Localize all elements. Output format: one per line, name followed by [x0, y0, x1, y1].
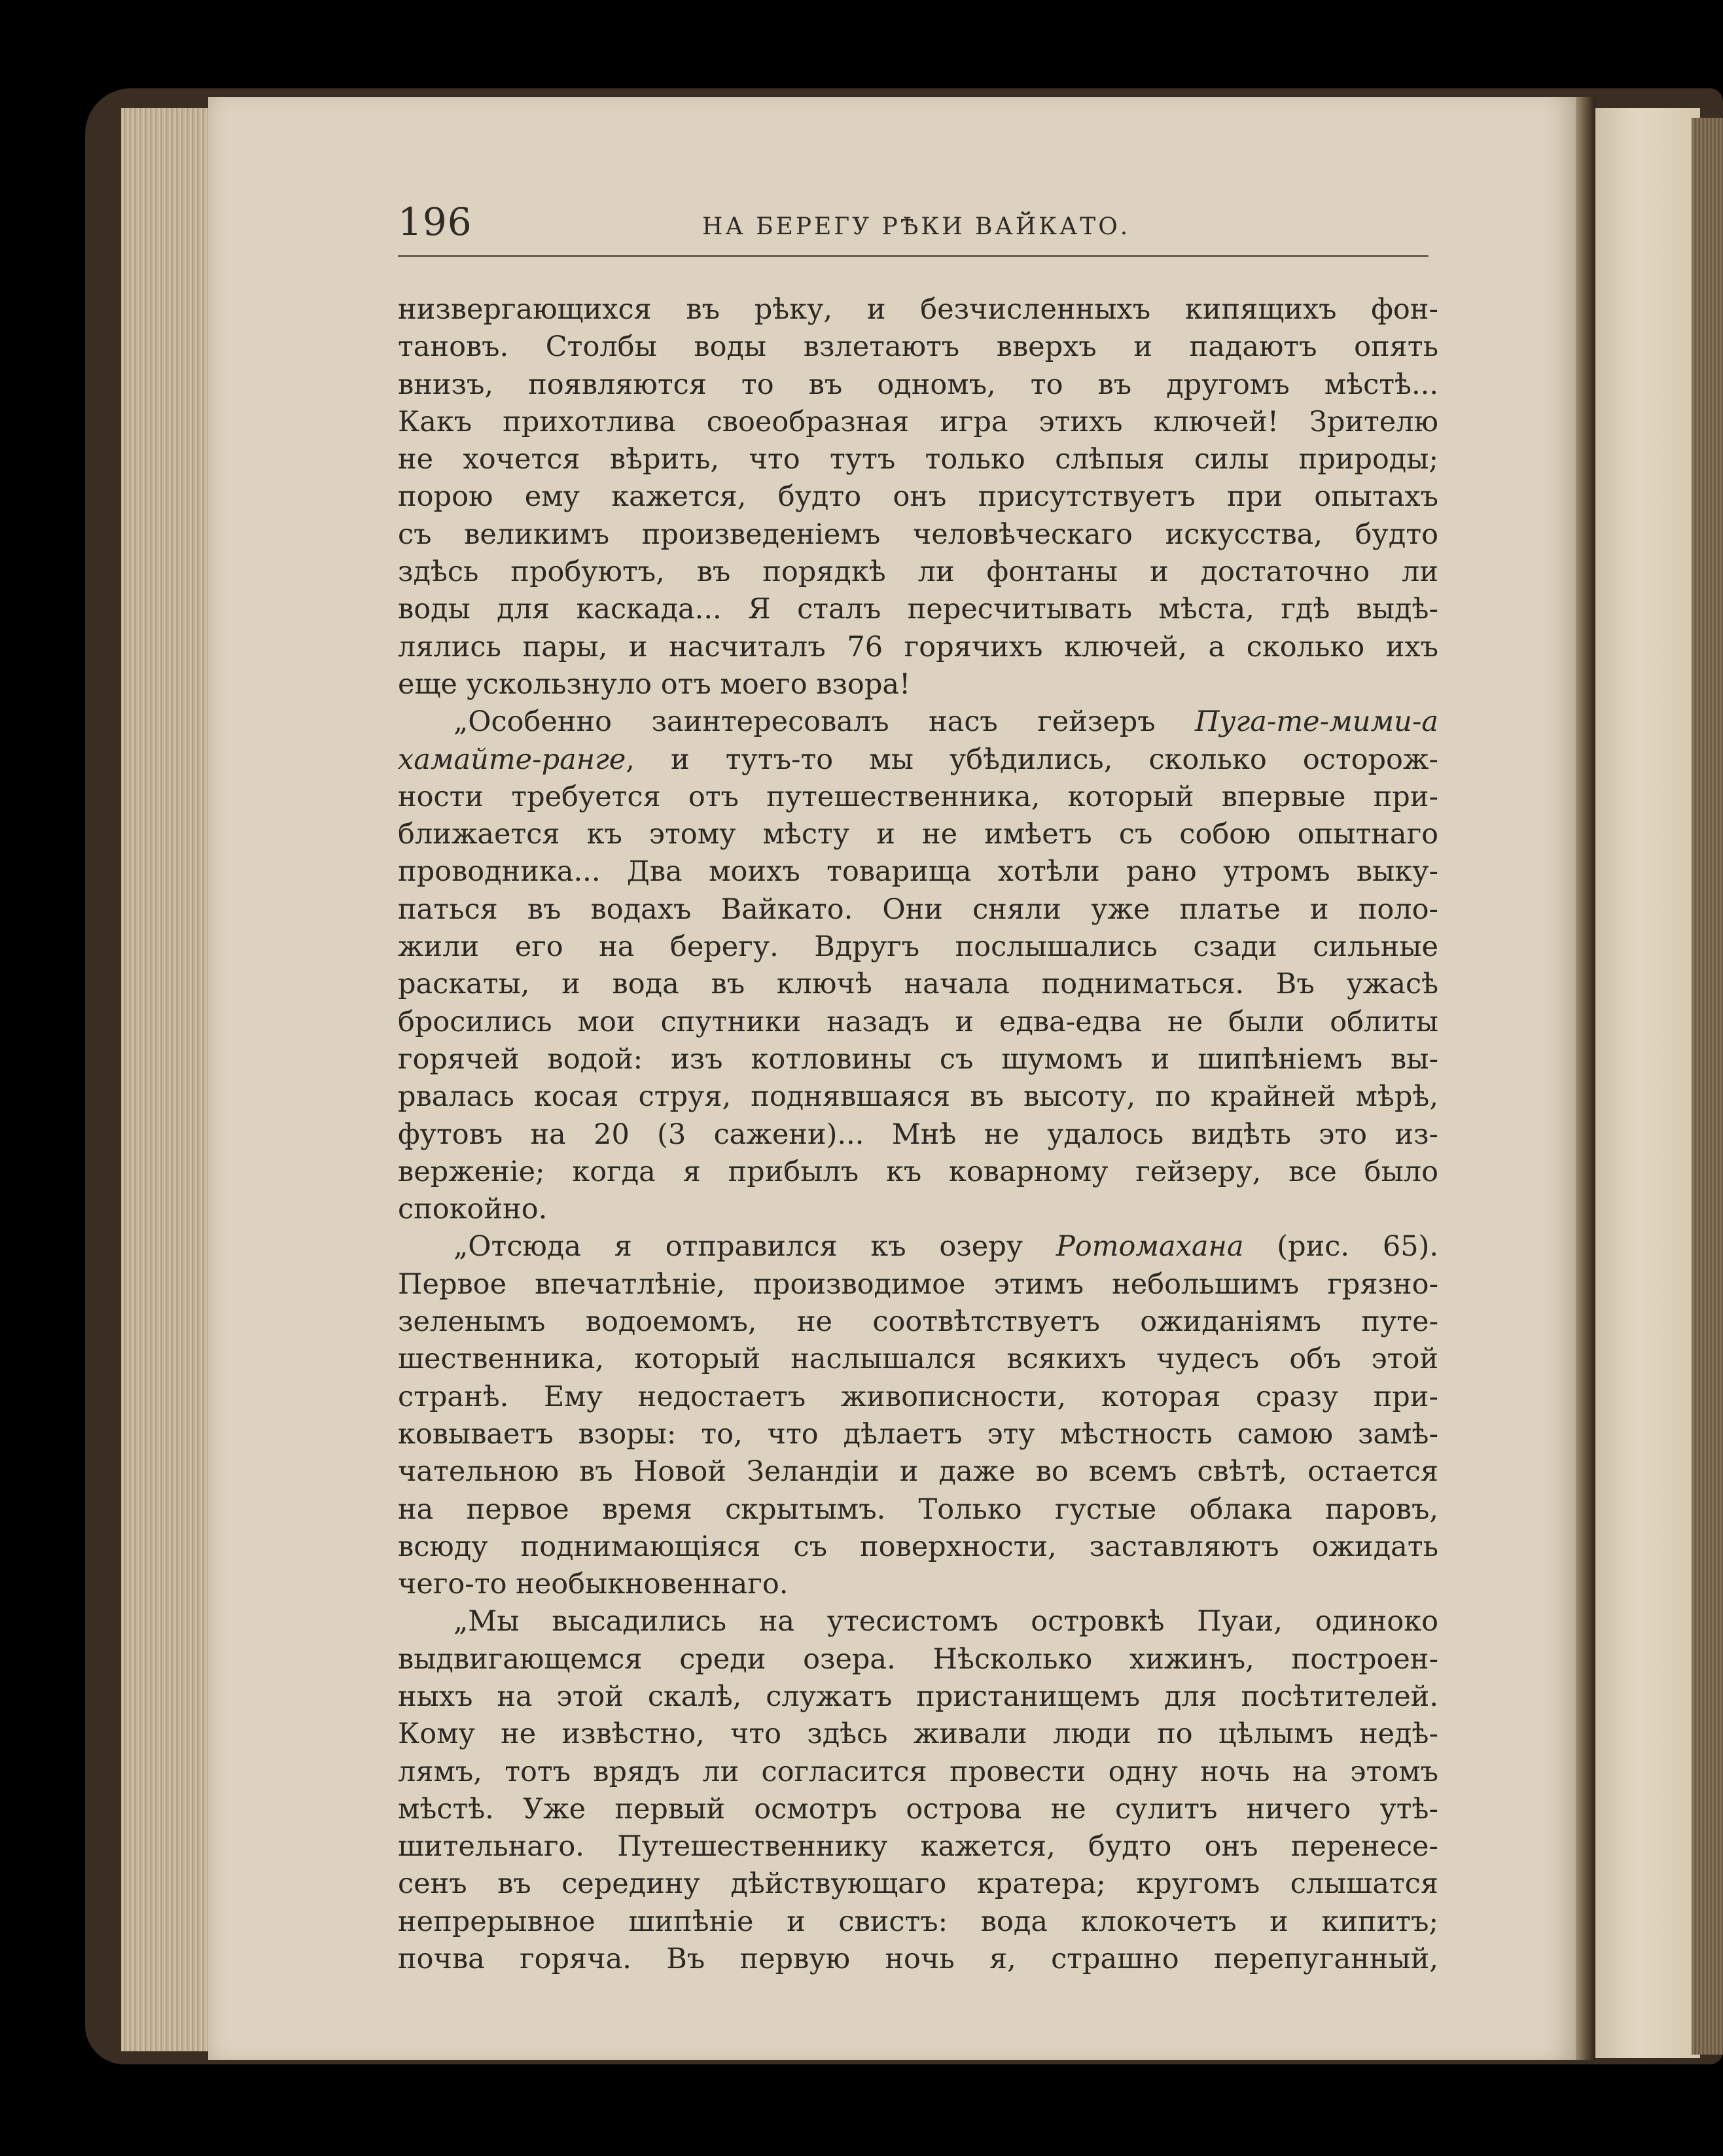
text-line: почва горяча. Въ первую ночь я, страшно перепуганный, — [398, 1943, 1438, 1976]
text-line: сенъ въ середину дѣйствующаго кратера; кругомъ слышатся — [398, 1867, 1438, 1901]
text-line: Первое впечатлѣніе, производимое этимъ небольшимъ грязно- — [398, 1267, 1438, 1301]
text-line: „Особенно заинтересовалъ насъ гейзеръ Пуга-те-мими-а — [453, 705, 1438, 739]
text-line: тановъ. Столбы воды взлетаютъ вверхъ и падаютъ опять — [398, 330, 1438, 364]
text-line: ныхъ на этой скалѣ, служатъ пристанищемъ для посѣтителей. — [398, 1680, 1438, 1713]
text-line: зеленымъ водоемомъ, не соотвѣтствуетъ ожиданіямъ путе- — [398, 1305, 1438, 1339]
text-line: странѣ. Ему недостаетъ живописности, которая сразу при- — [398, 1380, 1438, 1413]
text-line: еще ускользнуло отъ моего взора! — [398, 667, 911, 701]
text-line: ковываетъ взоры: то, что дѣлаетъ эту мѣстность самою замѣ- — [398, 1417, 1438, 1451]
text-line: ности требуется отъ путешественника, который впервые при- — [398, 780, 1438, 813]
text-line: Какъ прихотлива своеобразная игра этихъ ключей! Зрителю — [398, 405, 1438, 438]
running-header — [398, 196, 1429, 257]
text-line: съ великимъ произведеніемъ человѣческаго искусства, будто — [398, 518, 1438, 551]
text-line: футовъ на 20 (3 сажени)... Мнѣ не удалось видѣть это из- — [398, 1118, 1438, 1151]
text-line: непрерывное шипѣніе и свистъ: вода клокочетъ и кипитъ; — [398, 1905, 1438, 1938]
text-line: шественника, который наслышался всякихъ чудесъ объ этой — [398, 1343, 1438, 1376]
text-line: чательною въ Новой Зеландіи и даже во всемъ свѣтѣ, остается — [398, 1455, 1438, 1489]
text-line: внизъ, появляются то въ одномъ, то въ другомъ мѣстѣ... — [398, 368, 1438, 401]
text-line: рвалась косая струя, поднявшаяся въ высоту, по крайней мѣрѣ, — [398, 1080, 1438, 1114]
text-line: ближается къ этому мѣсту и не имѣетъ съ собою опытнаго — [398, 818, 1438, 851]
text-line: на первое время скрытымъ. Только густые облака паровъ, — [398, 1493, 1438, 1526]
page-number: 196 — [398, 200, 472, 244]
text-line: спокойно. — [398, 1193, 548, 1226]
text-line: низвергающихся въ рѣку, и безчисленныхъ кипящихъ фон- — [398, 293, 1438, 326]
text-line: шительнаго. Путешественнику кажется, будто онъ перенесе- — [398, 1830, 1438, 1864]
text-line: порою ему кажется, будто онъ присутствуетъ при опытахъ — [398, 480, 1438, 514]
text-line: паться въ водахъ Вайкато. Они сняли уже платье и поло- — [398, 892, 1438, 926]
book-gutter — [1576, 97, 1595, 2060]
text-line: воды для каскада... Я сталъ пересчитывать мѣста, гдѣ выдѣ- — [398, 593, 1438, 626]
text-line: мѣстѣ. Уже первый осмотръ острова не сулитъ ничего утѣ- — [398, 1792, 1438, 1826]
text-line: „Мы высадились на утесистомъ островкѣ Пуаи, одиноко — [453, 1605, 1438, 1638]
text-line: выдвигающемся среди озера. Нѣсколько хижинъ, построен- — [398, 1642, 1438, 1676]
text-line: верженіе; когда я прибылъ къ коварному гейзеру, все было — [398, 1155, 1438, 1188]
text-line: горячей водой: изъ котловины съ шумомъ и шипѣніемъ вы- — [398, 1042, 1438, 1076]
text-line: „Отсюда я отправился къ озеру Ротомахана (рис. 65). — [453, 1230, 1438, 1264]
text-line: проводника... Два моихъ товарища хотѣли рано утромъ выку- — [398, 855, 1438, 889]
text-line: жили его на берегу. Вдругъ послышались сзади сильные — [398, 930, 1438, 964]
text-line: лялись пары, и насчиталъ 76 горячихъ ключей, а сколько ихъ — [398, 630, 1438, 663]
body-text — [398, 291, 1438, 1978]
text-line: хамайте-ранге, и тутъ-то мы убѣдились, сколько осторож- — [398, 743, 1438, 776]
page-edges-left — [121, 108, 209, 2051]
text-line: не хочется вѣрить, что тутъ только слѣпыя силы природы; — [398, 443, 1438, 476]
text-line: раскаты, и вода въ ключѣ начала подниматься. Въ ужасѣ — [398, 968, 1438, 1001]
text-line: бросились мои спутники назадъ и едва-едва не были облиты — [398, 1005, 1438, 1038]
running-title: НА БЕРЕГУ РѢКИ ВАЙКАТО. — [702, 213, 1131, 240]
page-edges-right — [1692, 118, 1723, 2055]
facing-page-edge — [1595, 108, 1700, 2058]
text-line: лямъ, тотъ врядъ ли согласится провести одну ночь на этомъ — [398, 1755, 1438, 1788]
text-line: здѣсь пробуютъ, въ порядкѣ ли фонтаны и достаточно ли — [398, 556, 1438, 589]
text-line: Кому не извѣстно, что здѣсь живали люди по цѣлымъ недѣ- — [398, 1718, 1438, 1751]
text-line: чего-то необыкновеннаго. — [398, 1568, 789, 1601]
text-line: всюду поднимающіяся съ поверхности, заставляютъ ожидать — [398, 1530, 1438, 1563]
